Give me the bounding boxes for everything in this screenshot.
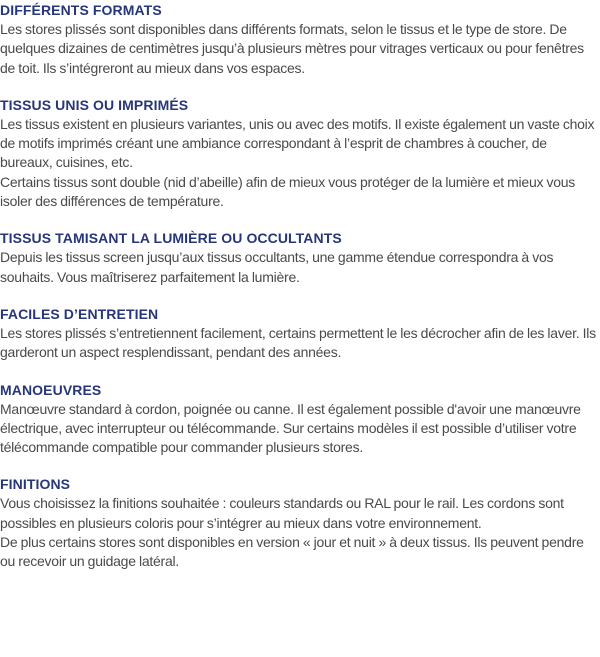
section-paragraph: Les stores plissés sont disponibles dans différents formats, selon le tissus et le type de store. De quelques dizaines de centimètres jusqu’à plusieurs mètres pour vitrages verticaux ou pour fenêtres de toit. Ils s’intégreront au mieux dans vos espaces.	[0, 21, 584, 76]
section-paragraph: Depuis les tissus screen jusqu’aux tissus occultants, une gamme étendue correspondra à vos souhaits. Vous maîtriserez parfaitement la lumière.	[0, 249, 554, 285]
section-title-manoeuvres: MANOEUVRES	[0, 381, 102, 398]
section-paragraph: De plus certains stores sont disponibles en version « jour et nuit » à deux tissus. Ils peuvent pendre ou recevoir un guidage latéral.	[0, 534, 584, 570]
section-formats	[0, 1, 600, 78]
section-entretien	[0, 305, 600, 363]
section-finitions	[0, 475, 600, 571]
section-tissus-tamisant	[0, 229, 600, 287]
section-tissus-unis	[0, 96, 600, 211]
section-paragraph: Les tissus existent en plusieurs variantes, unis ou avec des motifs. Il existe également un vaste choix de motifs imprimés créant une ambiance correspondant à l’esprit de chambres à coucher, de bureaux, cuisines, etc.	[0, 115, 595, 171]
section-manoeuvres	[0, 381, 600, 458]
section-title-tissus-unis: TISSUS UNIS OU IMPRIMÉS	[0, 96, 189, 113]
section-paragraph: Vous choisissez la finitions souhaitée : couleurs standards ou RAL pour le rail. Les cordons sont possibles en plusieurs coloris pour s’intégrer au mieux dans votre environnement.	[0, 495, 564, 531]
section-title-formats: DIFFÉRENTS FORMATS	[0, 2, 162, 18]
section-title-finitions: FINITIONS	[0, 476, 71, 493]
section-paragraph: Les stores plissés s’entretiennent facilement, certains permettent le les décrocher afin de les laver. Ils garderont un aspect resplendissant, pendant des années.	[0, 324, 596, 361]
section-title-entretien: FACILES D’ENTRETIEN	[0, 305, 159, 322]
section-paragraph: Manœuvre standard à cordon, poignée ou canne. Il est également possible d'avoir une manœuvre électrique, avec interrupteur ou télécommande. Sur certains modèles il est possible d’utiliser votre télécommande compatible pour commander plusieurs stores.	[0, 400, 581, 456]
section-title-tissus-tamisant: TISSUS TAMISANT LA LUMIÈRE OU OCCULTANTS	[0, 230, 342, 247]
section-paragraph: Certains tissus sont double (nid d’abeille) afin de mieux vous protéger de la lumière et mieux vous isoler des différences de température.	[0, 173, 576, 210]
